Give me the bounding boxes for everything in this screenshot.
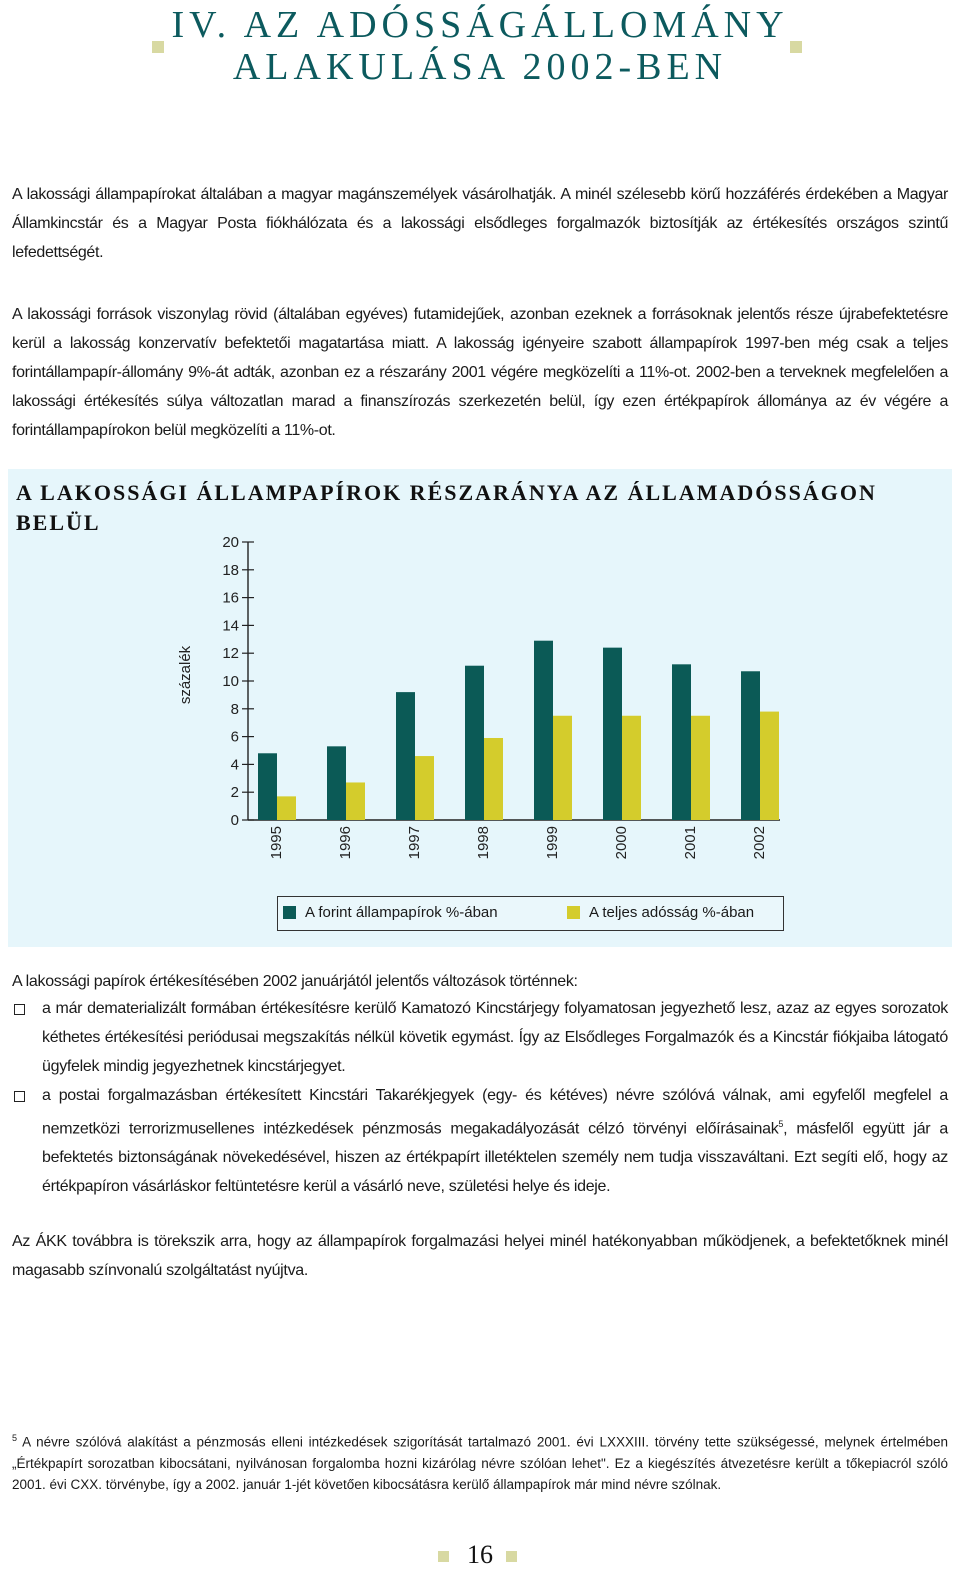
legend-swatch-forint: [283, 906, 296, 919]
list-item-text-b: , másfelől együtt jár a befektetés biztonságának növekedésével, hiszen az értékpapírt illetéktelen személy nem tudja visszaváltani. Ezt segíti elő, hogy az értékpapíron vásárláskor feltüntetésre kerül a vásárló neve, születési helye és ideje.: [42, 1120, 948, 1196]
paragraph-changes-intro: A lakossági papírok értékesítésében 2002 januárjától jelentős változások történnek:: [12, 973, 578, 990]
bar-total-1996: [346, 782, 365, 820]
y-tick-label: 2: [230, 784, 239, 802]
list-item-text-a: a postai forgalmazásban értékesített Kincstári Takarékjegyek (egy- és kétéves) névre szólóvá válnak, ami egyfelől megfelel a nemzetközi terrorizmusellenes intézkedések pénzmosás megakadályozását célzó törvényi előírásainak: [42, 1087, 948, 1138]
title-right-square-ornament: [790, 41, 802, 53]
page-number: 16: [467, 1540, 493, 1569]
legend-item-forint: [283, 904, 498, 921]
legend-label-forint: A forint állampapírok %-ában: [305, 904, 498, 921]
bullet-box-icon: [14, 1004, 25, 1015]
bar-total-2000: [622, 716, 641, 820]
bar-chart: [160, 520, 800, 880]
y-tick-label: 0: [230, 812, 239, 829]
y-axis-title: százalék: [177, 645, 194, 705]
bar-forint-1997: [396, 692, 415, 820]
footnote-text: A névre szólóvá alakítást a pénzmosás elleni intézkedések szigorítását tartalmazó 2001. évi LXXXIII. törvény tette szükségessé, melynek értelmében „Értékpapírt sorozatban kibocsátani, nyilvánosan forgalomba hozni kizárólag névre szólóan lehet". Ez a kiegészítés átvezetésre került a tőkepiacról szóló 2001. évi CXX. törvénybe, így a 2002. január 1-jét követően kibocsátásra kerülő állampapírok már mind névre szólnak.: [12, 1434, 948, 1492]
y-tick-label: 18: [222, 561, 239, 579]
bar-total-1997: [415, 756, 434, 820]
x-tick-label: 2001: [682, 826, 699, 860]
changes-list: [12, 994, 948, 1201]
list-item-text: a már dematerializált formában értékesítésre kerülő Kamatozó Kincstárjegy folyamatosan jegyezhető lesz, azaz az egyes sorozatok kéthetes értékesítési periódusai megszakítás nélkül követik egymást. Így az Elsődleges Forgalmazók és a Kincstár fiókjaiba látogató ügyfelek mindig jegyezhetnek kincstárjegyet.: [42, 1000, 948, 1075]
bar-forint-1999: [534, 641, 553, 820]
list-item: [12, 994, 948, 1081]
x-tick-label: 1995: [268, 826, 285, 860]
x-tick-label: 1999: [544, 826, 561, 860]
bar-forint-1996: [327, 746, 346, 820]
y-tick-label: 4: [230, 756, 239, 774]
y-tick-label: 10: [222, 673, 239, 690]
bullet-box-icon: [14, 1091, 25, 1102]
footnote-reference: 5: [778, 1119, 784, 1129]
bar-total-1998: [484, 738, 503, 820]
paragraph-sources: A lakossági források viszonylag rövid (általában egyéves) futamidejűek, azonban ezeknek a forrásoknak jelentős része újrabefektetésre kerül a lakosság konzervatív befektetői magatartása miatt. A lakosság igényeire szabott állampapírok 1997-ben még csak a teljes forintállampapír-állomány 9%-át adták, azonban ez a részarány 2001 végére megközelíti a 11%-ot. 2002-ben a terveknek megfelelően a lakossági értékesítés súlya változatlan marad a finanszírozás szerkezetén belül, így ezen értékpapírok állománya az év végére a forintállampapírokon belül megközelíti a 11%-ot.: [12, 306, 948, 439]
paragraph-closing: Az ÁKK továbbra is törekszik arra, hogy az állampapírok forgalmazási helyei minél hatékonyabban működjenek, a befektetőknek minél magasabb színvonalú szolgáltatást nyújtva.: [12, 1233, 948, 1279]
bar-total-1999: [553, 716, 572, 820]
legend-item-total: [567, 904, 754, 921]
chart-title: A LAKOSSÁGI ÁLLAMPAPÍROK RÉSZARÁNYA AZ ÁLLAMADÓSSÁGON BELÜL: [16, 480, 877, 535]
bar-total-2002: [760, 712, 779, 820]
y-tick-label: 6: [230, 728, 239, 746]
bar-forint-2000: [603, 648, 622, 820]
bar-total-2001: [691, 716, 710, 820]
bar-forint-1998: [465, 666, 484, 820]
y-tick-label: 20: [222, 534, 239, 551]
footnote-number: 5: [12, 1433, 18, 1443]
title-left-square-ornament: [152, 41, 164, 53]
bar-forint-2001: [672, 664, 691, 820]
x-tick-label: 1998: [475, 826, 492, 860]
y-tick-label: 8: [230, 700, 239, 718]
bar-forint-1995: [258, 753, 277, 820]
x-tick-label: 1997: [406, 826, 423, 860]
chapter-title-line-1: IV. AZ ADÓSSÁGÁLLOMÁNY: [171, 4, 789, 46]
legend-label-total: A teljes adósság %-ában: [589, 904, 755, 921]
y-tick-label: 16: [222, 589, 239, 607]
x-tick-label: 2000: [613, 826, 630, 860]
y-tick-label: 12: [222, 645, 239, 663]
list-item: [12, 1081, 948, 1201]
x-tick-label: 1996: [337, 826, 354, 860]
footnote: [12, 1428, 948, 1495]
chapter-title-line-2: ALAKULÁSA 2002-BEN: [232, 46, 728, 88]
x-tick-label: 2002: [751, 826, 768, 860]
paragraph-intro: A lakossági állampapírokat általában a magyar magánszemélyek vásárolhatják. A minél szélesebb körű hozzáférés érdekében a Magyar Államkincstár és a Magyar Posta fiókhálózata és a lakossági elsődleges forgalmazók biztosítják az értékesítés országos szintű lefedettségét.: [12, 186, 948, 261]
bar-forint-2002: [741, 671, 760, 820]
bar-total-1995: [277, 796, 296, 820]
chapter-title: [0, 0, 960, 90]
y-tick-label: 14: [222, 617, 239, 635]
legend-swatch-total: [567, 906, 580, 919]
page-number-right-square-ornament: [506, 1551, 517, 1562]
chart-legend: [277, 896, 784, 931]
